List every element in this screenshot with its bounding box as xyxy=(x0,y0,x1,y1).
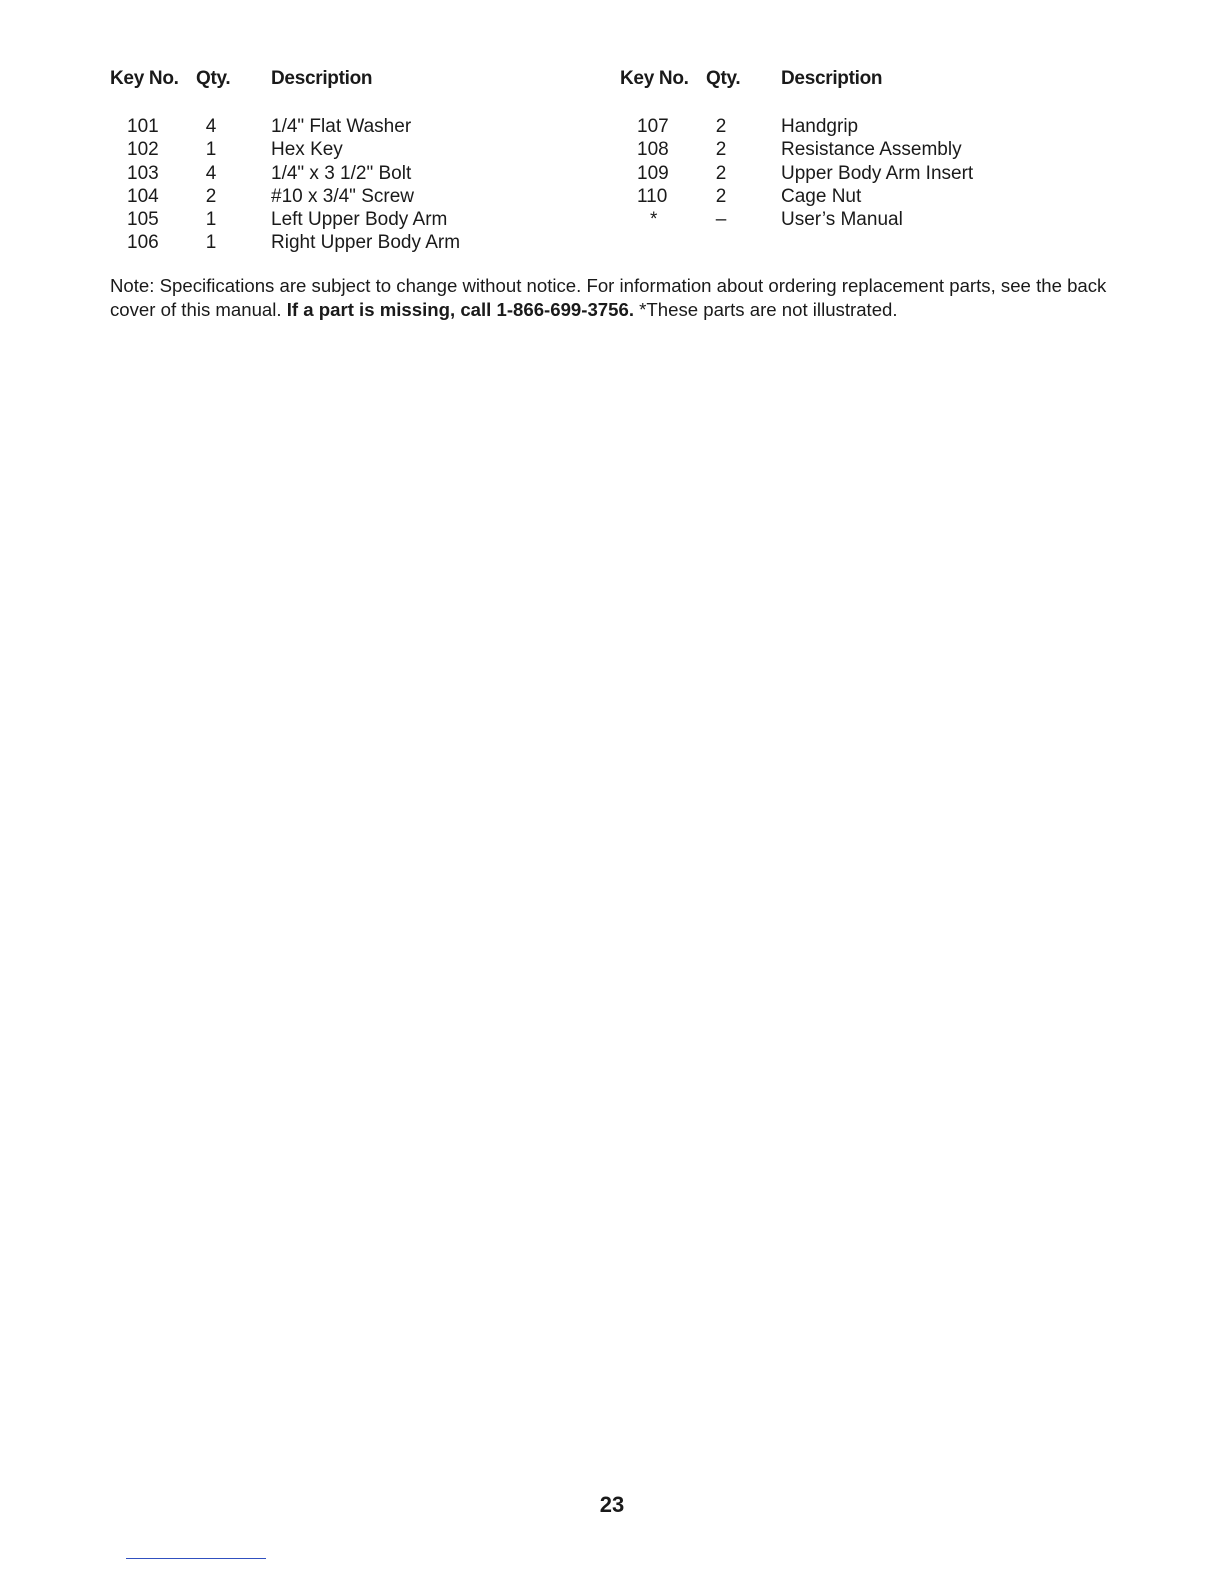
footer-divider xyxy=(126,1558,266,1559)
key-no: 107 xyxy=(637,116,669,137)
qty: 2 xyxy=(715,162,727,184)
header-key-no: Key No. xyxy=(620,68,689,89)
qty: 1 xyxy=(205,209,217,231)
description: Right Upper Body Arm xyxy=(271,232,461,254)
key-no: 101 xyxy=(127,116,159,137)
description: Upper Body Arm Insert xyxy=(781,162,974,184)
description: 1/4" Flat Washer xyxy=(271,116,412,137)
description: Hex Key xyxy=(271,139,343,161)
qty: 4 xyxy=(205,116,217,137)
qty: 2 xyxy=(715,185,727,207)
description: Left Upper Body Arm xyxy=(271,209,448,231)
qty: 4 xyxy=(205,162,217,184)
description: Handgrip xyxy=(781,116,859,137)
key-no: 109 xyxy=(637,162,669,184)
header-description: Description xyxy=(781,68,883,89)
note-text: Note: Specifications are subject to change without notice. For information about ordering replacement parts, see the back cover of this manual. xyxy=(110,275,1107,320)
key-no: * xyxy=(650,209,658,231)
qty: 1 xyxy=(205,139,217,161)
note-not-illustrated: *These parts are not illustrated. xyxy=(634,298,898,320)
key-no: 102 xyxy=(127,139,159,161)
header-qty: Qty. xyxy=(706,68,741,89)
header-key-no: Key No. xyxy=(110,68,179,89)
page-number: 23 xyxy=(599,1492,625,1517)
header-qty: Qty. xyxy=(196,68,231,89)
key-no: 105 xyxy=(127,209,159,231)
qty: – xyxy=(715,209,727,231)
qty: 2 xyxy=(205,185,217,207)
key-no: 106 xyxy=(127,232,159,254)
description: 1/4" x 3 1/2" Bolt xyxy=(271,162,412,184)
missing-part-phone-note: If a part is missing, call 1-866-699-3756. xyxy=(286,298,634,320)
qty: 2 xyxy=(715,139,727,161)
note-paragraph xyxy=(110,274,1120,321)
description: User’s Manual xyxy=(781,209,903,231)
description: Resistance Assembly xyxy=(781,139,962,161)
qty: 1 xyxy=(205,232,217,254)
key-no: 110 xyxy=(637,185,668,207)
key-no: 108 xyxy=(637,139,669,161)
description: Cage Nut xyxy=(781,185,862,207)
key-no: 104 xyxy=(127,185,159,207)
header-description: Description xyxy=(271,68,373,89)
qty: 2 xyxy=(715,116,727,137)
key-no: 103 xyxy=(127,162,159,184)
description: #10 x 3/4" Screw xyxy=(271,185,414,207)
